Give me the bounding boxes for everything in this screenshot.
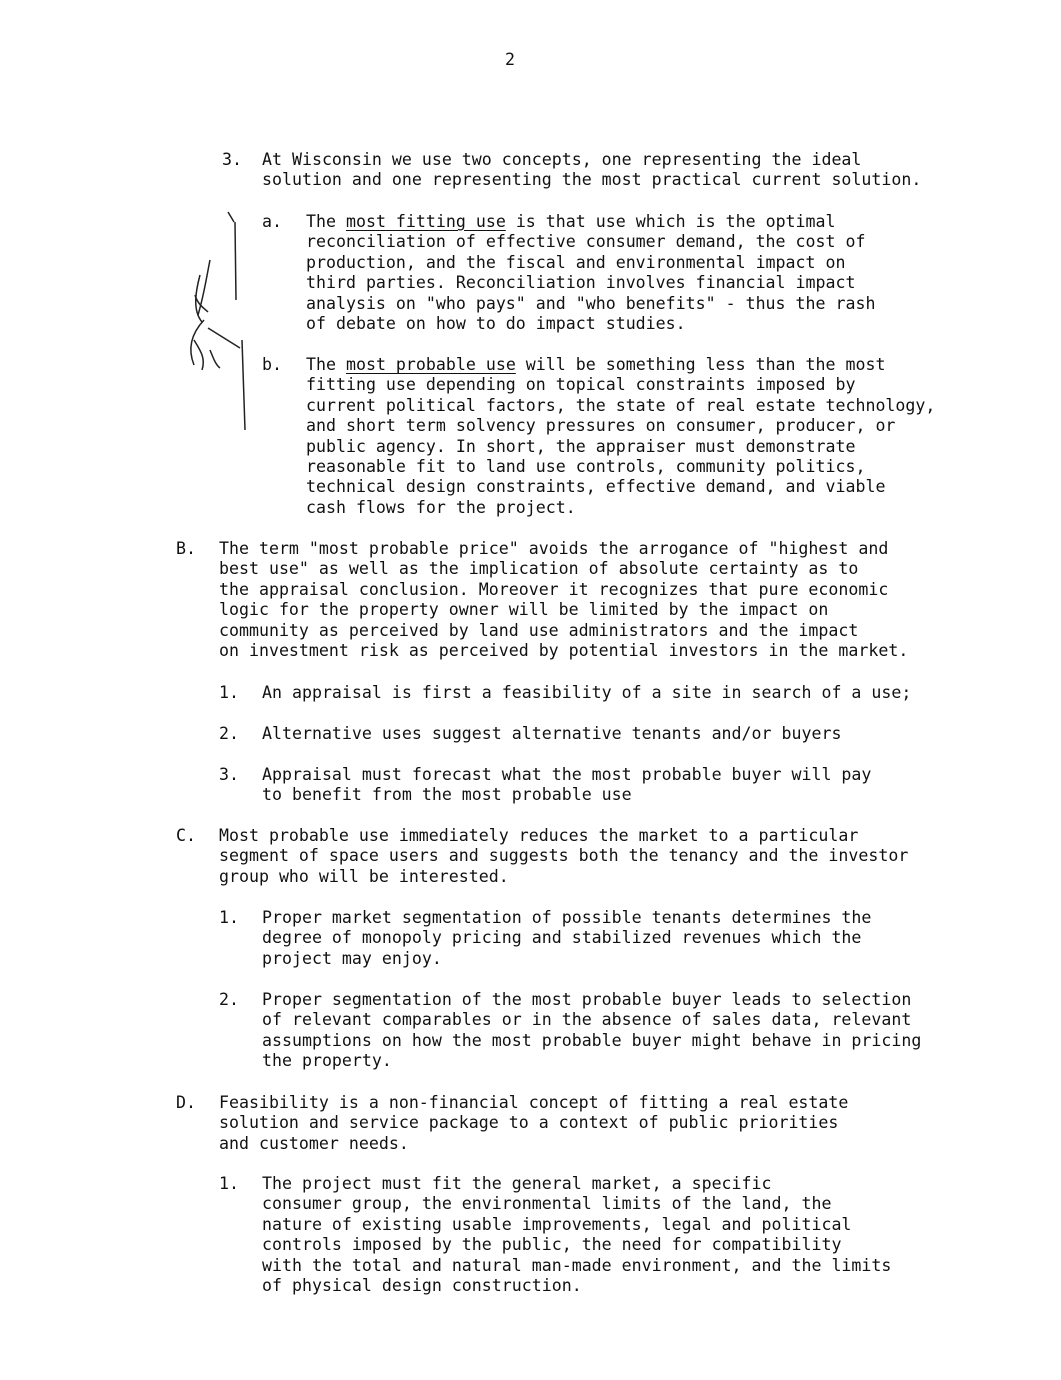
text-line: Proper market segmentation of possible tenants determines the (262, 908, 872, 927)
text-line: of physical design construction. (262, 1276, 582, 1296)
text-line: Proper segmentation of the most probable buyer leads to selection (262, 990, 912, 1009)
text-line: segment of space users and suggests both the tenancy and the investor (219, 846, 909, 866)
text-line: solution and one representing the most practical current solution. (262, 170, 922, 190)
text-line: An appraisal is first a feasibility of a site in search of a use; (262, 683, 912, 702)
text-fragment: The (306, 355, 346, 374)
text-line: At Wisconsin we use two concepts, one representing the ideal (262, 150, 862, 169)
text-line: controls imposed by the public, the need for compatibility (262, 1235, 842, 1255)
section-d-text (219, 1093, 848, 1154)
item-3-text (262, 150, 921, 191)
page-number: 2 (505, 50, 515, 69)
text-line: third parties. Reconciliation involves financial impact (306, 273, 856, 293)
text-line: with the total and natural man-made environment, and the limits (262, 1255, 892, 1275)
text-line: Feasibility is a non-financial concept of fitting a real estate (219, 1093, 849, 1112)
text-line: fitting use depending on topical constraints imposed by (306, 375, 856, 395)
text-line: of debate on how to do impact studies. (306, 314, 686, 334)
section-c-item-2-number: 2. (219, 990, 239, 1009)
text-line: logic for the property owner will be limited by the impact on (219, 600, 829, 620)
item-3a-letter: a. (262, 212, 282, 231)
text-line: technical design constraints, effective demand, and viable (306, 477, 886, 497)
text-line: public agency. In short, the appraiser must demonstrate (306, 436, 856, 456)
section-d-item-1-text (262, 1174, 891, 1296)
text-line: to benefit from the most probable use (262, 785, 632, 805)
section-b-item-1-text (262, 683, 911, 703)
text-line: group who will be interested. (219, 866, 509, 886)
section-b-text (219, 539, 908, 661)
section-c-item-1-text (262, 908, 871, 969)
section-d-letter: D. (176, 1093, 196, 1112)
text-line: solution and service package to a context of public priorities (219, 1113, 839, 1133)
text-line: Appraisal must forecast what the most probable buyer will pay (262, 765, 872, 784)
text-line: the property. (262, 1051, 392, 1071)
text-line: and customer needs. (219, 1133, 409, 1153)
underlined-term: most probable use (345, 355, 516, 374)
text-line: The project must fit the general market, a specific (262, 1174, 772, 1193)
section-c-text (219, 826, 908, 887)
section-d-item-1-number: 1. (219, 1174, 239, 1193)
text-line: the appraisal conclusion. Moreover it recognizes that pure economic (219, 579, 889, 599)
handwritten-margin-mark (160, 200, 260, 440)
text-line: community as perceived by land use administrators and the impact (219, 620, 859, 640)
text-line: The term "most probable price" avoids the arrogance of "highest and (219, 539, 889, 558)
text-line: and short term solvency pressures on consumer, producer, or (306, 416, 896, 436)
text-line: nature of existing usable improvements, legal and political (262, 1214, 852, 1234)
text-line: project may enjoy. (262, 948, 442, 968)
section-b-item-2-number: 2. (219, 724, 239, 743)
section-b-letter: B. (176, 539, 196, 558)
section-c-item-2-text (262, 990, 921, 1072)
text-fragment: is that use which is the optimal (505, 212, 836, 231)
text-line: Alternative uses suggest alternative tenants and/or buyers (262, 724, 842, 743)
text-line: cash flows for the project. (306, 497, 576, 517)
text-line (306, 355, 935, 375)
item-3b-letter: b. (262, 355, 282, 374)
text-line: production, and the fiscal and environmental impact on (306, 252, 846, 272)
section-b-item-2-text (262, 724, 841, 744)
underlined-term: most fitting use (345, 212, 506, 231)
text-line: on investment risk as perceived by potential investors in the market. (219, 641, 909, 661)
text-line: current political factors, the state of real estate technology, (306, 395, 936, 415)
item-3b-text (306, 355, 935, 518)
text-line: analysis on "who pays" and "who benefits" - thus the rash (306, 293, 876, 313)
text-fragment: will be something less than the most (515, 355, 886, 374)
text-line: reconciliation of effective consumer demand, the cost of (306, 232, 866, 252)
section-c-letter: C. (176, 826, 196, 845)
item-3-number: 3. (222, 150, 242, 169)
text-line: degree of monopoly pricing and stabilized revenues which the (262, 928, 862, 948)
section-b-item-3-text (262, 765, 871, 806)
text-line: assumptions on how the most probable buyer might behave in pricing (262, 1030, 922, 1050)
text-line (306, 212, 875, 232)
text-line: consumer group, the environmental limits of the land, the (262, 1194, 832, 1214)
section-b-item-1-number: 1. (219, 683, 239, 702)
section-b-item-3-number: 3. (219, 765, 239, 784)
section-c-item-1-number: 1. (219, 908, 239, 927)
text-line: best use" as well as the implication of absolute certainty as to (219, 559, 859, 579)
text-line: reasonable fit to land use controls, community politics, (306, 457, 866, 477)
text-fragment: The (306, 212, 346, 231)
text-line: of relevant comparables or in the absence of sales data, relevant (262, 1010, 912, 1030)
text-line: Most probable use immediately reduces the market to a particular (219, 826, 859, 845)
item-3a-text (306, 212, 875, 334)
